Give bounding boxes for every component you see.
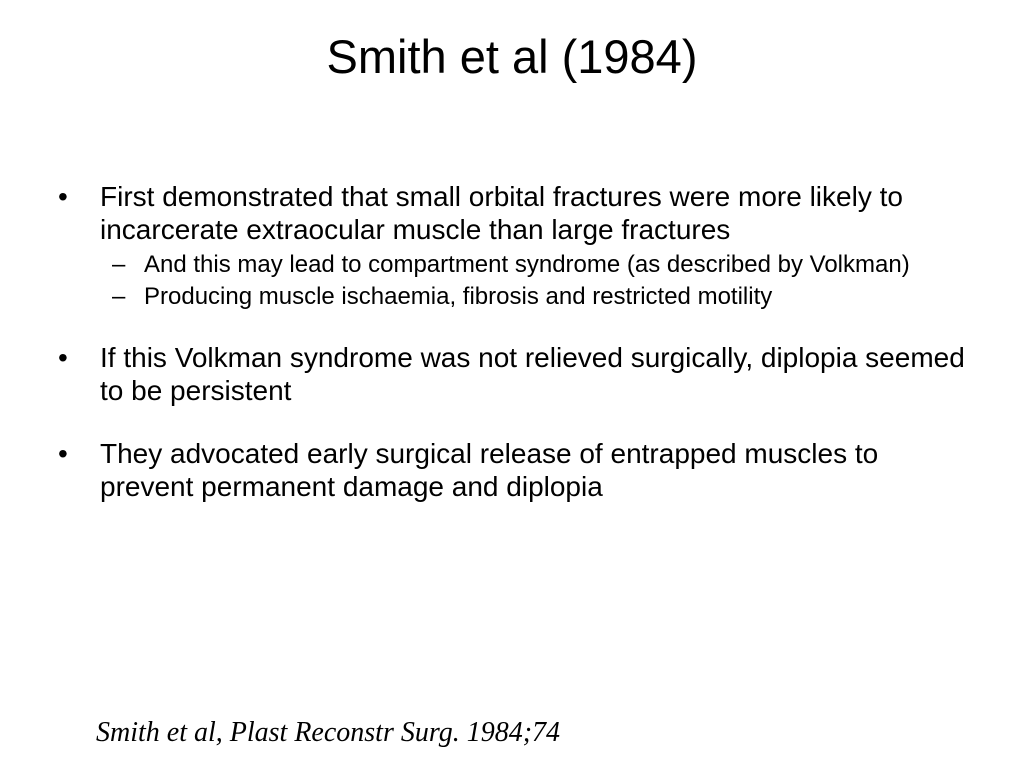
bullet-text: If this Volkman syndrome was not relieved surgically, diplopia seemed to be persistent bbox=[100, 342, 965, 406]
sub-bullet-item bbox=[100, 250, 976, 279]
sub-bullet-text: Producing muscle ischaemia, fibrosis and restricted motility bbox=[144, 283, 773, 310]
bullet-list bbox=[56, 180, 976, 503]
bullet-text: They advocated early surgical release of entrapped muscles to prevent permanent damage and diplopia bbox=[100, 438, 879, 502]
bullet-item bbox=[56, 437, 976, 503]
sub-bullet-list bbox=[100, 250, 976, 311]
sub-bullet-item bbox=[100, 282, 976, 311]
bullet-item bbox=[56, 180, 976, 311]
bullet-text: First demonstrated that small orbital fractures were more likely to incarcerate extraocular muscle than large fractures bbox=[100, 181, 903, 245]
bullet-item bbox=[56, 341, 976, 407]
slide-title: Smith et al (1984) bbox=[326, 30, 698, 83]
sub-bullet-text: And this may lead to compartment syndrome (as described by Volkman) bbox=[144, 251, 910, 278]
citation: Smith et al, Plast Reconstr Surg. 1984;74 bbox=[96, 717, 561, 748]
